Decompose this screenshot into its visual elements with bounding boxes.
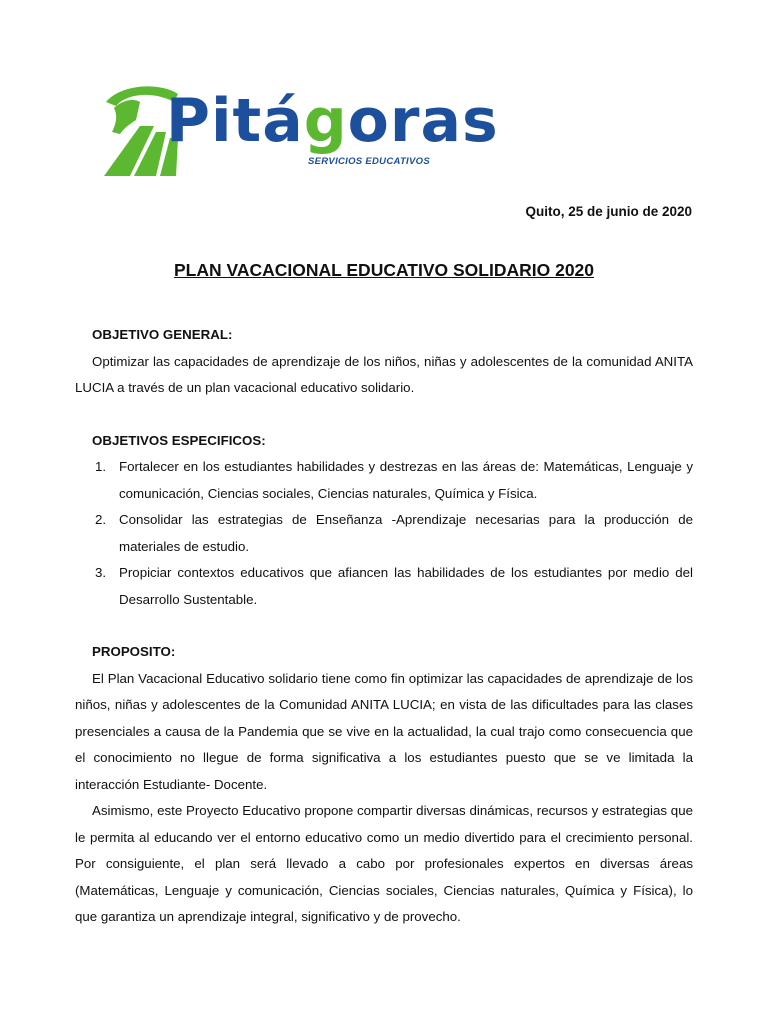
document-body [75,322,693,931]
list-item-number: 3. [95,565,107,580]
list-item [75,454,693,507]
purpose-heading: PROPOSITO: [92,644,176,659]
list-item-text: Propiciar contextos educativos que afiancen las habilidades de los estudiantes por medio del Desarrollo Sustentable. [119,565,693,607]
list-item-text: Consolidar las estrategias de Enseñanza -Aprendizaje necesarias para la producción de materiales de estudio. [119,512,693,554]
specific-objectives-list [75,454,693,613]
logo-tagline: SERVICIOS EDUCATIVOS [308,156,430,167]
purpose-paragraph: Asimismo, este Proyecto Educativo propone compartir diversas dinámicas, recursos y estrategias que le permita al educando ver el entorno educativo como un medio divertido para el crecimiento personal. Por consiguiente, el plan será llevado a cabo por profesionales expertos en diversas áreas (Matemáticas, Lenguaje y comunicación, Ciencias sociales, Ciencias naturales, Química y Física), lo que garantiza un aprendizaje integral, significativo y de provecho. [75,803,693,924]
logo-wordmark: Pitágoras [166,86,499,156]
document-date: Quito, 25 de junio de 2020 [525,204,692,219]
purpose-paragraph: El Plan Vacacional Educativo solidario tiene como fin optimizar las capacidades de aprendizaje de los niños, niñas y adolescentes de la Comunidad ANITA LUCIA; en vista de las dificultades para las clases presenciales a causa de la Pandemia que se vive en la actualidad, la cual trajo como consecuencia que el conocimiento no llegue de forma significativa a los estudiantes puesto que se ve limitada la interacción Estudiante- Docente. [75,670,693,792]
general-objective-heading: OBJETIVO GENERAL: [92,327,233,342]
list-item [75,507,693,560]
list-item-text: Fortalecer en los estudiantes habilidades y destrezas en las áreas de: Matemáticas, Lenguaje y comunicación, Ciencias sociales, Ciencias naturales, Química y Física. [119,459,693,501]
specific-objectives-heading: OBJETIVOS ESPECIFICOS: [92,432,266,448]
pitagoras-logo [100,80,499,180]
list-item [75,560,693,613]
list-item-number: 1. [95,459,107,474]
document-title: PLAN VACACIONAL EDUCATIVO SOLIDARIO 2020 [173,260,595,280]
general-objective-text: Optimizar las capacidades de aprendizaje de los niños, niñas y adolescentes de la comunidad ANITA LUCIA a través de un plan vacacional educativo solidario. [75,353,693,395]
list-item-number: 2. [95,512,107,527]
